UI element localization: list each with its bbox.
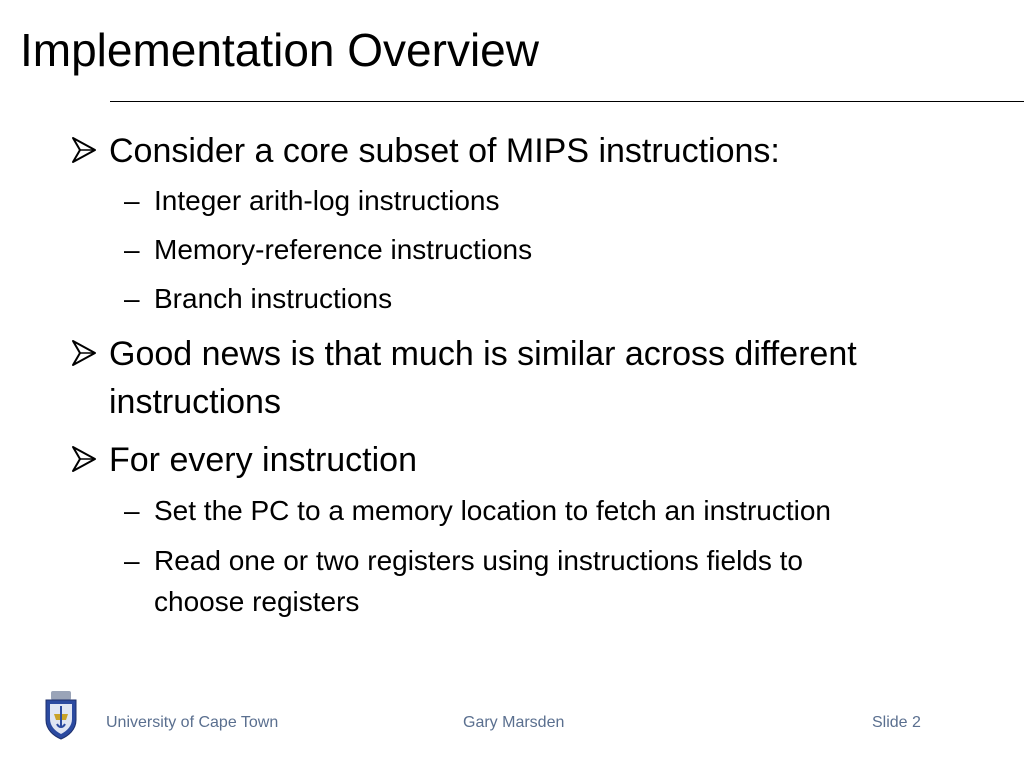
sub-bullet-text: Memory-reference instructions (154, 234, 533, 265)
dash-bullet: – (124, 185, 140, 216)
sub-bullet-item (124, 181, 994, 221)
arrow-bullet-icon (71, 339, 97, 367)
sub-bullet-item (124, 541, 994, 581)
bullet-text: For every instruction (109, 441, 417, 479)
bullet-text: instructions (109, 383, 281, 421)
sub-bullet-item (124, 491, 994, 531)
sub-bullet-text: Read one or two registers using instructions fields to (154, 545, 803, 576)
dash-bullet: – (124, 545, 140, 576)
footer-slide-number: Slide 2 (872, 714, 921, 731)
sub-bullet-item (124, 230, 994, 270)
sub-bullet-item (124, 279, 994, 319)
bullet-text: Good news is that much is similar across different (109, 335, 857, 373)
bullet-text-continuation (109, 378, 999, 426)
dash-bullet: – (124, 495, 140, 526)
sub-bullet-continuation (154, 582, 994, 622)
footer-institution: University of Cape Town (106, 714, 279, 731)
arrow-bullet-icon (71, 136, 97, 164)
bullet-item (109, 436, 999, 484)
slide-footer (0, 710, 1024, 740)
sub-bullet-text: Branch instructions (154, 283, 393, 314)
slide-title: Implementation Overview (20, 24, 539, 76)
dash-bullet: – (124, 283, 140, 314)
sub-bullet-text: Integer arith-log instructions (154, 185, 500, 216)
bullet-text: Consider a core subset of MIPS instructions: (109, 132, 780, 170)
sub-bullet-text: Set the PC to a memory location to fetch an instruction (154, 495, 832, 526)
arrow-bullet-icon (71, 445, 97, 473)
dash-bullet: – (124, 234, 140, 265)
bullet-item (109, 330, 999, 378)
footer-author: Gary Marsden (463, 714, 565, 731)
sub-bullet-text: choose registers (154, 586, 360, 617)
bullet-item (109, 127, 999, 175)
